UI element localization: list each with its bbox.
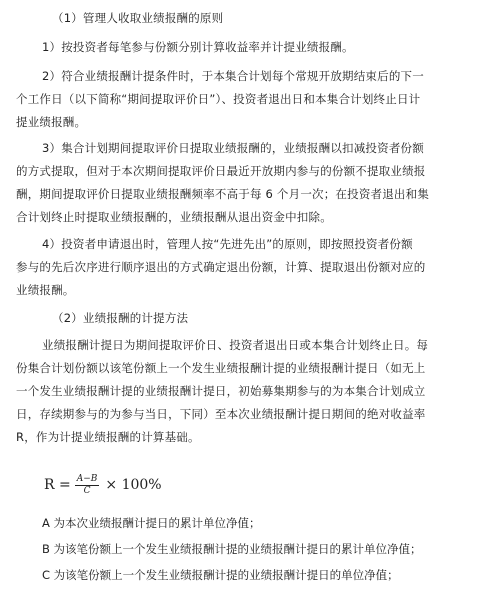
section-heading-method: （2）业绩报酬的计提方法 xyxy=(52,311,189,325)
paragraph-method-line-5: R，作为计提业绩报酬的计算基础。 xyxy=(16,430,200,444)
paragraph-rule-4-line-2: 参与的先后次序进行顺序退出的方式确定退出份额，计算、提取退出份额对应的 xyxy=(16,260,426,274)
definition-a: A 为本次业绩报酬计提日的累计单位净值； xyxy=(42,516,261,530)
formula-lhs: R = xyxy=(44,477,71,493)
paragraph-rule-1: 1）按投资者每笔参与份额分别计算收益率并计提业绩报酬。 xyxy=(42,40,354,54)
paragraph-rule-4-line-3: 业绩报酬。 xyxy=(16,283,75,297)
formula-fraction xyxy=(75,474,100,497)
formula-denominator: C xyxy=(83,485,91,496)
paragraph-method-line-2: 份集合计划份额以该笔份额上一个发生业绩报酬计提的业绩报酬计提日（如无上 xyxy=(16,361,426,375)
formula-numerator: A−B xyxy=(76,473,98,484)
paragraph-rule-2-line-1: 2）符合业绩报酬计提条件时，于本集合计划每个常规开放期结束后的下一 xyxy=(42,69,424,83)
paragraph-rule-2-line-3: 提业绩报酬。 xyxy=(16,115,87,129)
return-formula xyxy=(44,470,164,500)
formula-rhs: × 100% xyxy=(105,477,162,493)
paragraph-method-line-4: 日，存续期参与的为参与当日，下同）至本次业绩报酬计提日期间的绝对收益率 xyxy=(16,407,426,421)
paragraph-rule-3-line-3: 酬，期间提取评价日提取业绩报酬频率不高于每 6 个月一次；在投资者退出和集 xyxy=(16,187,430,201)
paragraph-rule-3-line-4: 合计划终止时提取业绩报酬的，业绩报酬从退出资金中扣除。 xyxy=(16,210,332,224)
definition-c: C 为该笔份额上一个发生业绩报酬计提的业绩报酬计提日的单位净值； xyxy=(42,568,399,582)
paragraph-rule-2-line-2: 个工作日（以下简称“期间提取评价日”）、投资者退出日和本集合计划终止日计 xyxy=(16,92,421,106)
paragraph-rule-4-line-1: 4）投资者申请退出时，管理人按“先进先出”的原则，即按照投资者份额 xyxy=(42,237,413,251)
section-heading-principles: （1）管理人收取业绩报酬的原则 xyxy=(52,11,224,25)
paragraph-rule-3-line-1: 3）集合计划期间提取评价日提取业绩报酬的，业绩报酬以扣减投资者份额 xyxy=(42,141,424,155)
paragraph-method-line-1: 业绩报酬计提日为期间提取评价日、投资者退出日或本集合计划终止日。每 xyxy=(42,338,429,352)
paragraph-method-line-3: 一个发生业绩报酬计提的业绩报酬计提日，初始募集期参与的为本集合计划成立 xyxy=(16,384,426,398)
definition-b: B 为该笔份额上一个发生业绩报酬计提的业绩报酬计提日的累计单位净值； xyxy=(42,542,422,556)
paragraph-rule-3-line-2: 的方式提取，但对于本次期间提取评价日最近开放期内参与的份额不提取业绩报 xyxy=(16,164,426,178)
